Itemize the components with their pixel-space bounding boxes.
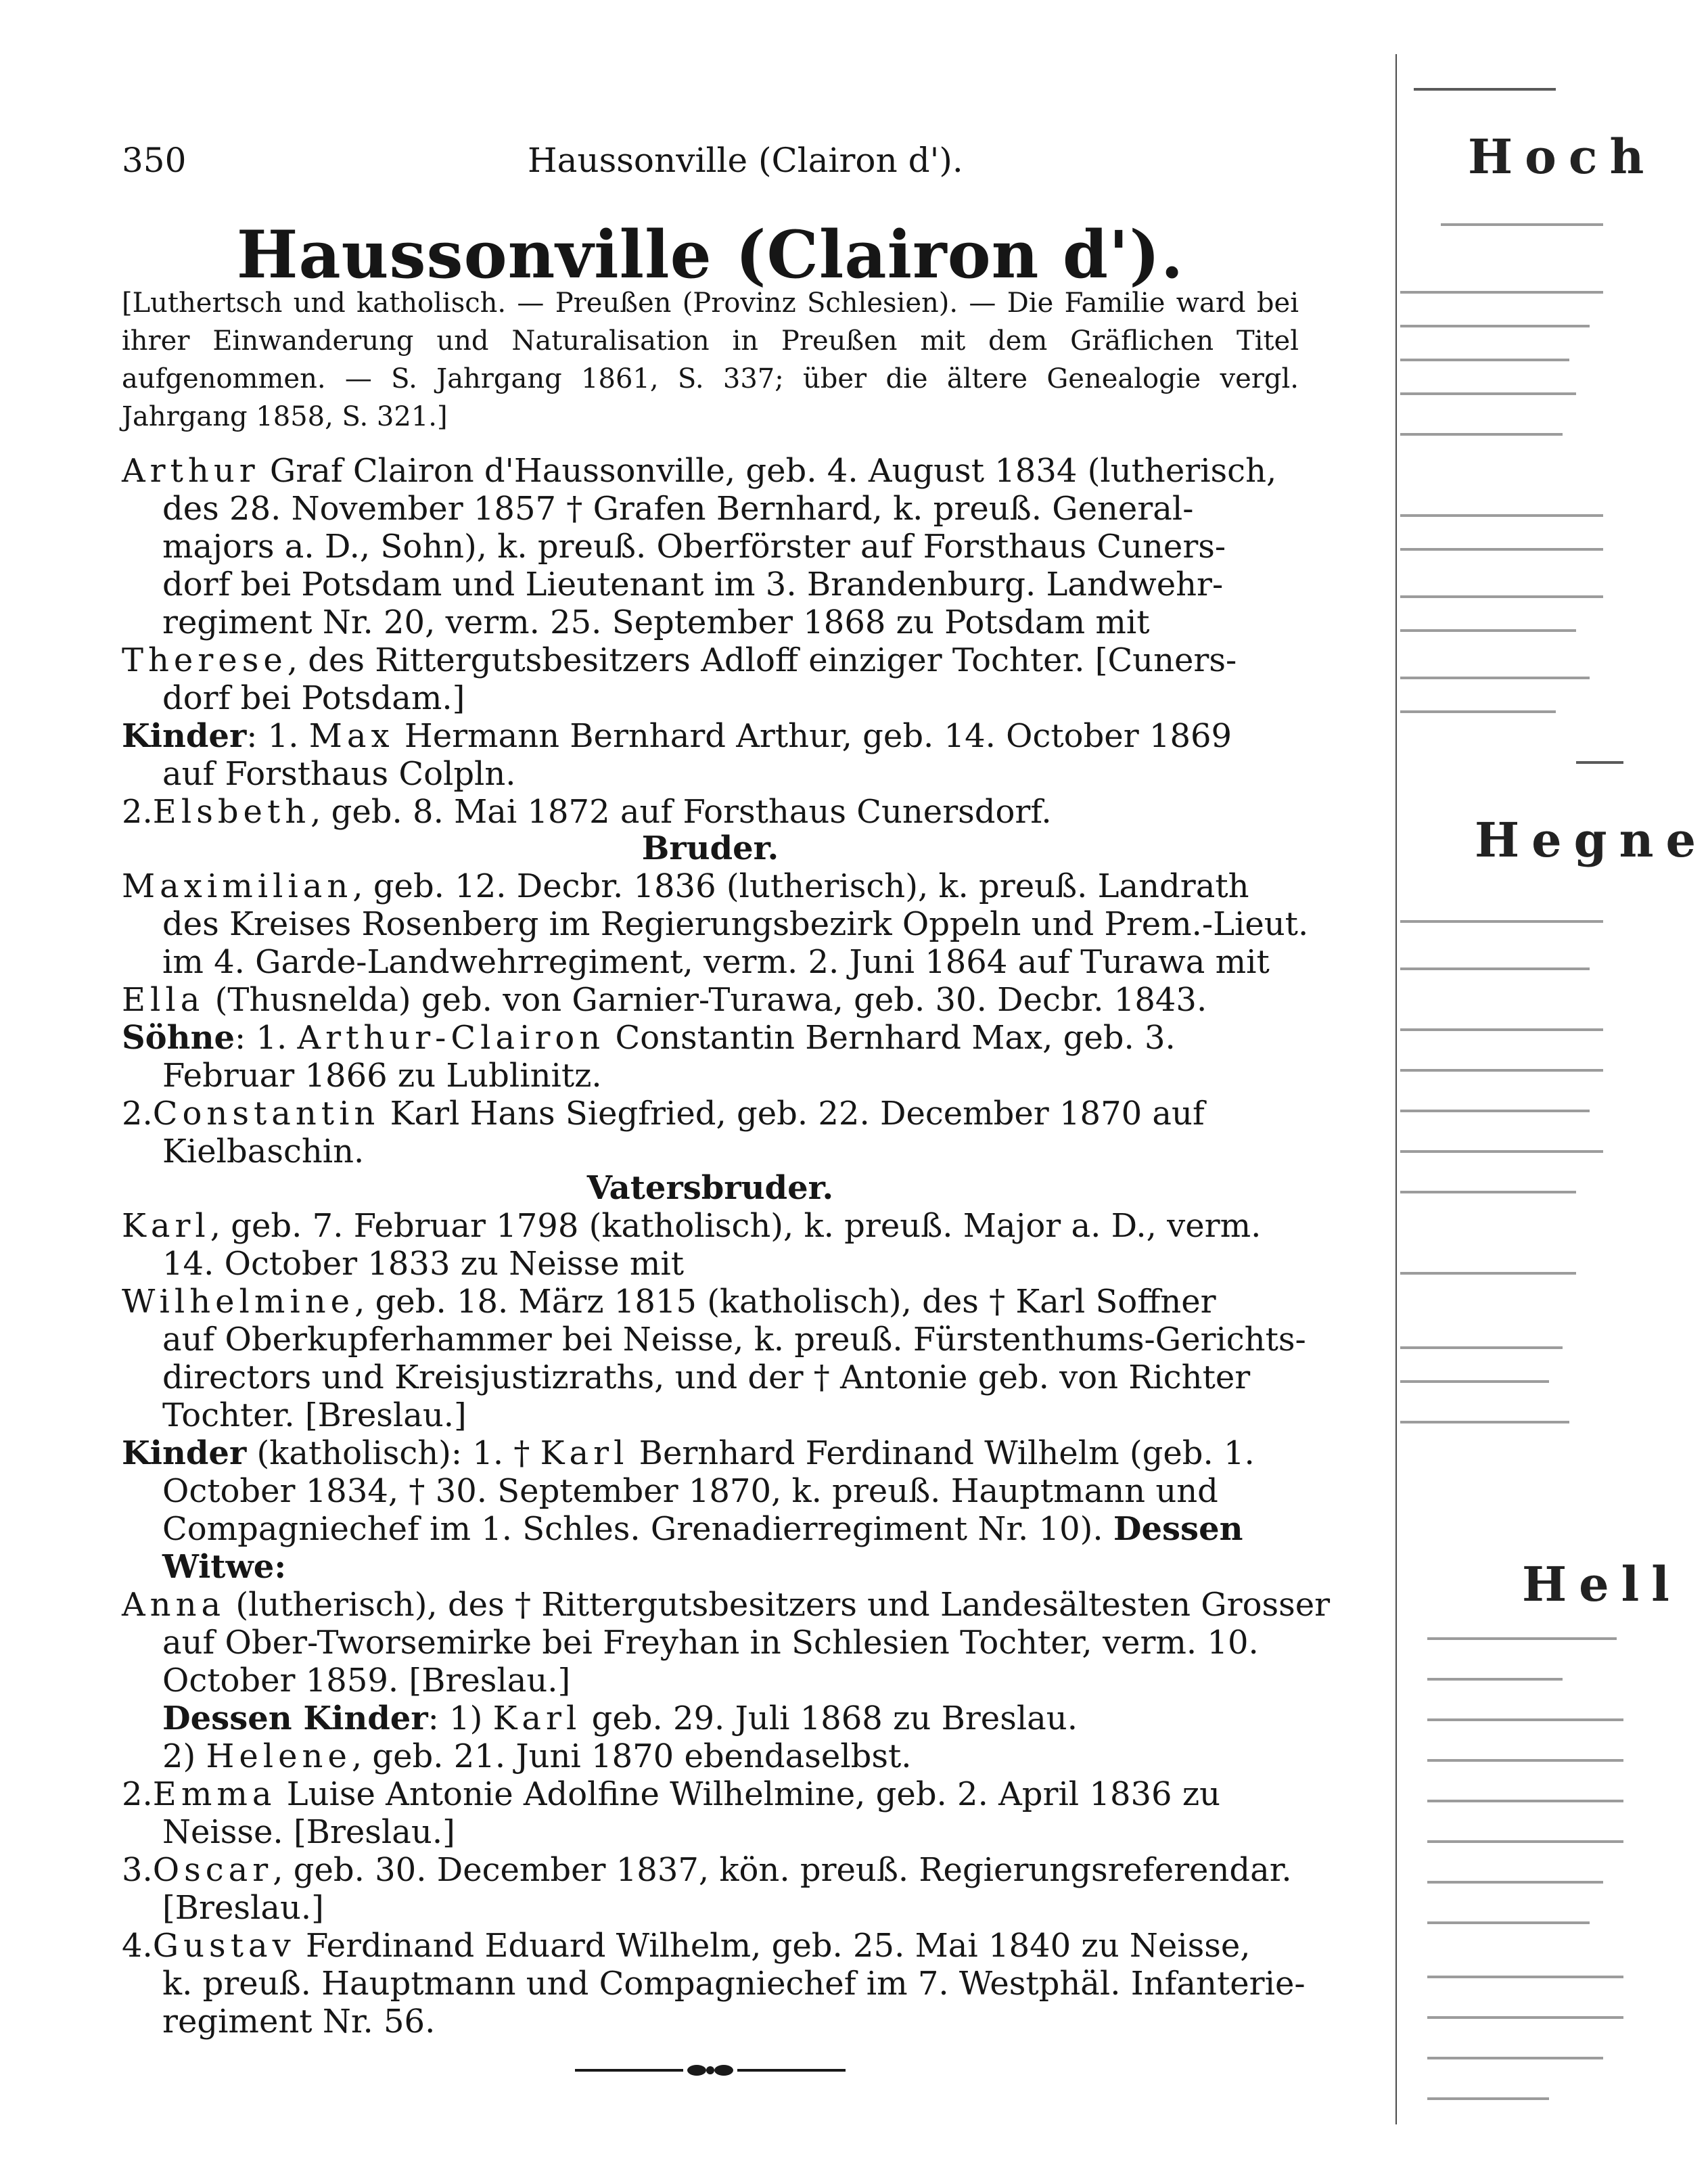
section-heading-vatersbruder: Vatersbruder.: [586, 1169, 834, 1207]
text-line: dorf bei Potsdam und Lieutenant im 3. Brandenburg. Landwehr-: [162, 566, 1224, 603]
faded-text-line: [1400, 291, 1603, 294]
faded-text-line: [1400, 920, 1603, 923]
adjacent-heading: Hoch: [1468, 129, 1657, 185]
entry-text: Bernhard Ferdinand Wilhelm (geb. 1.: [628, 1434, 1255, 1472]
entry-text: Hermann Bernhard Arthur, geb. 14. October 1869: [394, 717, 1232, 755]
running-head: [122, 135, 1299, 189]
entry-elsbeth: 2.Elsbeth, geb. 8. Mai 1872 auf Forsthaus Cunersdorf.: [122, 793, 1052, 831]
faded-text-line: [1427, 1840, 1623, 1843]
person-name: Karl: [540, 1434, 629, 1472]
person-name: Arthur: [122, 452, 260, 490]
faded-text-line: [1400, 514, 1603, 517]
person-name: Maximilian: [122, 867, 353, 905]
section-label: Dessen Kinder: [162, 1700, 428, 1737]
faded-text-line: [1400, 967, 1590, 970]
adjacent-heading: Hell: [1522, 1556, 1682, 1612]
faded-text-line: [1576, 761, 1623, 764]
faded-text-line: [1400, 595, 1603, 598]
faded-text-line: [1427, 2057, 1603, 2059]
entry-text: (lutherisch), des † Rittergutsbesitzers und Landesältesten Grosser: [225, 1586, 1331, 1624]
entry-text: Graf Clairon d'Haussonville, geb. 4. August 1834 (lutherisch,: [259, 452, 1277, 490]
entry-text: Ferdinand Eduard Wilhelm, geb. 25. Mai 1840 zu Neisse,: [295, 1927, 1251, 1965]
entry-dessen-kinder: Dessen Kinder: 1) Karl geb. 29. Juli 1868 zu Breslau.: [162, 1700, 1078, 1737]
text-line: October 1859. [Breslau.]: [162, 1662, 571, 1700]
text-line: auf Forsthaus Colpln.: [162, 755, 516, 793]
entry-ella: [122, 981, 1312, 1019]
person-name: Elsbeth: [152, 793, 311, 831]
entry-arthur: [122, 452, 1312, 490]
entry-text: , geb. 21. Juni 1870 ebendaselbst.: [351, 1737, 912, 1775]
ornament-rule-icon: [568, 2057, 852, 2084]
faded-text-line: [1400, 1150, 1603, 1153]
text-line: regiment Nr. 20, verm. 25. September 1868 zu Potsdam mit: [162, 603, 1150, 641]
section-label: Söhne: [122, 1019, 235, 1057]
faded-text-line: [1400, 433, 1563, 436]
section-heading-bruder: Bruder.: [641, 829, 779, 867]
text-line: Witwe:: [162, 1548, 287, 1586]
person-name: Helene: [206, 1737, 352, 1775]
adjacent-page-fragment: [1373, 0, 1708, 2165]
faded-text-line: [1441, 223, 1603, 226]
person-name: Oscar: [152, 1851, 273, 1889]
entry-emma: 2.Emma Luise Antonie Adolfine Wilhelmine, geb. 2. April 1836 zu: [122, 1775, 1221, 1813]
entry-gustav: 4.Gustav Ferdinand Eduard Wilhelm, geb. 25. Mai 1840 zu Neisse,: [122, 1927, 1251, 1965]
faded-text-line: [1427, 1881, 1603, 1884]
text-line: des 28. November 1857 † Grafen Bernhard, k. preuß. General-: [162, 490, 1194, 528]
entry-maximilian: [122, 867, 1312, 905]
text-line: k. preuß. Hauptmann und Compagniechef im 7. Westphäl. Infanterie-: [162, 1965, 1306, 2003]
text-line: auf Ober-Tworsemirke bei Freyhan in Schlesien Tochter, verm. 10.: [162, 1624, 1259, 1662]
faded-text-line: [1400, 1028, 1603, 1031]
entry-helene: 2) Helene, geb. 21. Juni 1870 ebendaselbst.: [162, 1737, 912, 1775]
entry-oscar: 3.Oscar, geb. 30. December 1837, kön. preuß. Regierungsreferendar.: [122, 1851, 1292, 1889]
entry-text: Luise Antonie Adolfine Wilhelmine, geb. 2. April 1836 zu: [276, 1775, 1221, 1813]
text-line: October 1834, † 30. September 1870, k. preuß. Hauptmann und: [162, 1472, 1218, 1510]
person-name: Therese: [122, 641, 287, 679]
text-line: Neisse. [Breslau.]: [162, 1813, 455, 1851]
faded-text-line: [1400, 1069, 1603, 1072]
person-name: Gustav: [152, 1927, 296, 1965]
text-line: Tochter. [Breslau.]: [162, 1396, 467, 1434]
text-line: 14. October 1833 zu Neisse mit: [162, 1245, 685, 1283]
entry-text: geb. 29. Juli 1868 zu Breslau.: [581, 1700, 1078, 1737]
entry-therese: [122, 641, 1312, 679]
faded-text-line: [1400, 1380, 1549, 1383]
entry-soehne: Söhne: 1. Arthur-Clairon Constantin Bernhard Max, geb. 3.: [122, 1019, 1176, 1057]
intro-paragraph: [Luthertsch und katholisch. — Preußen (Provinz Schlesien). — Die Familie ward bei ihrer Einwanderung und Naturalisation in Preußen mit dem Gräflichen Titel aufgenommen. — S. Jahrgang 1861, S. 337; über die ältere Genealogie vergl. Jahrgang 1858, S. 321.]: [122, 288, 1299, 432]
person-name: Max: [308, 717, 394, 755]
end-ornament: [568, 2057, 852, 2084]
faded-text-line: [1427, 1921, 1590, 1924]
text-line: [Breslau.]: [162, 1889, 324, 1927]
person-name: Arthur-Clairon: [297, 1019, 605, 1057]
entry-anna: [122, 1586, 1331, 1624]
entry-karl: [122, 1207, 1312, 1245]
faded-text-line: [1414, 88, 1556, 91]
faded-text-line: [1427, 2016, 1623, 2019]
person-name: Wilhelmine: [122, 1283, 355, 1321]
faded-text-line: [1400, 1110, 1590, 1112]
faded-text-line: [1427, 1637, 1617, 1640]
text-line: im 4. Garde-Landwehrregiment, verm. 2. Juni 1864 auf Turawa mit: [162, 943, 1270, 981]
entry-kinder-karl: Kinder (katholisch): 1. † Karl Bernhard Ferdinand Wilhelm (geb. 1.: [122, 1434, 1255, 1472]
faded-text-line: [1400, 1191, 1576, 1193]
faded-text-line: [1427, 1800, 1623, 1802]
faded-text-line: [1400, 710, 1556, 713]
faded-text-line: [1400, 677, 1590, 679]
person-name: Anna: [122, 1586, 226, 1624]
entry-text: Karl Hans Siegfried, geb. 22. December 1870 auf: [379, 1095, 1205, 1133]
adjacent-heading: Hegne: [1475, 812, 1708, 868]
faded-text-line: [1400, 325, 1590, 327]
text-line: des Kreises Rosenberg im Regierungsbezirk Oppeln und Prem.-Lieut.: [162, 905, 1309, 943]
faded-text-line: [1400, 1421, 1569, 1423]
section-label: Kinder: [122, 1434, 247, 1472]
faded-text-line: [1400, 548, 1603, 551]
faded-text-line: [1427, 1759, 1623, 1762]
faded-text-line: [1400, 359, 1569, 361]
text-line: majors a. D., Sohn), k. preuß. Oberförster auf Forsthaus Cuners-: [162, 528, 1226, 566]
faded-text-line: [1427, 1976, 1623, 1978]
person-name: Constantin: [152, 1095, 380, 1133]
entry-text: , des Rittergutsbesitzers Adloff einziger Tochter. [Cuners-: [287, 641, 1237, 679]
page-title: Haussonville (Clairon d').: [236, 216, 1184, 293]
entry-text: Constantin Bernhard Max, geb. 3.: [605, 1019, 1176, 1057]
person-name: Ella: [122, 981, 205, 1019]
bold-word: Dessen: [1113, 1510, 1243, 1548]
faded-text-line: [1400, 1346, 1563, 1349]
text-line: Compagniechef im 1. Schles. Grenadierregiment Nr. 10). Dessen: [162, 1510, 1243, 1548]
text-line: dorf bei Potsdam.]: [162, 679, 465, 717]
faded-text-line: [1400, 629, 1576, 632]
text-line: directors und Kreisjustizraths, und der † Antonie geb. von Richter: [162, 1359, 1251, 1396]
faded-text-line: [1427, 1718, 1623, 1721]
page-number: 350: [122, 141, 187, 180]
person-name: Emma: [152, 1775, 277, 1813]
entry-text: , geb. 8. Mai 1872 auf Forsthaus Cunersdorf.: [310, 793, 1052, 831]
faded-text-line: [1427, 2097, 1549, 2100]
faded-text-line: [1400, 392, 1576, 395]
entry-text: (Thusnelda) geb. von Garnier-Turawa, geb. 30. Decbr. 1843.: [204, 981, 1207, 1019]
text-line: Februar 1866 zu Lublinitz.: [162, 1057, 602, 1095]
entry-text: , geb. 7. Februar 1798 (katholisch), k. preuß. Major a. D., verm.: [210, 1207, 1262, 1245]
section-label: Kinder: [122, 717, 247, 755]
running-title: Haussonville (Clairon d').: [528, 141, 963, 180]
person-name: Karl: [122, 1207, 210, 1245]
entry-text: , geb. 30. December 1837, kön. preuß. Regierungsreferendar.: [273, 1851, 1292, 1889]
text-line: Kielbaschin.: [162, 1133, 365, 1170]
text-line: regiment Nr. 56.: [162, 2003, 436, 2041]
person-name: Karl: [492, 1700, 582, 1737]
entry-wilhelmine: [122, 1283, 1312, 1321]
faded-text-line: [1400, 1272, 1576, 1275]
entry-kinder: Kinder: 1. Max Hermann Bernhard Arthur, geb. 14. October 1869: [122, 717, 1232, 755]
entry-text: , geb. 12. Decbr. 1836 (lutherisch), k. preuß. Landrath: [352, 867, 1249, 905]
entry-constantin: 2.Constantin Karl Hans Siegfried, geb. 22. December 1870 auf: [122, 1095, 1205, 1133]
text-line: auf Oberkupferhammer bei Neisse, k. preuß. Fürstenthums-Gerichts-: [162, 1321, 1306, 1359]
faded-text-line: [1427, 1678, 1563, 1681]
entry-text: , geb. 18. März 1815 (katholisch), des † Karl Soffner: [354, 1283, 1216, 1321]
